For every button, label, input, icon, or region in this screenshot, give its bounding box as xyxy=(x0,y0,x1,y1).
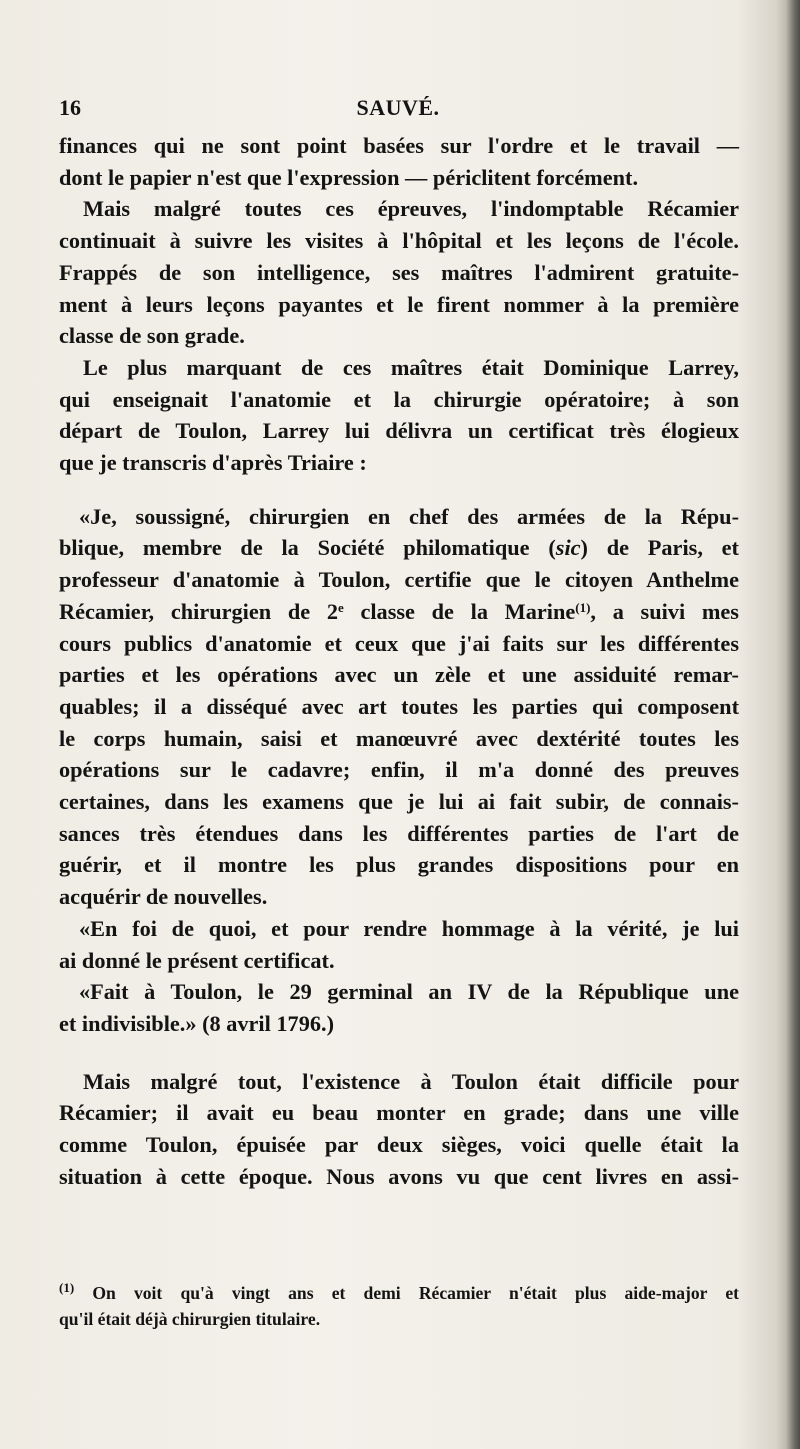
quote-line: ai donné le présent certificat. xyxy=(59,947,335,973)
footnote-reference: (1) xyxy=(575,599,591,615)
quote-line: le corps humain, saisi et manœuvré avec dextérité toutes les xyxy=(59,725,739,751)
sic-annotation: sic xyxy=(555,535,581,561)
text-line: classe de son grade. xyxy=(59,323,245,349)
text-line: comme Toulon, épuisée par deux sièges, voici quelle était la xyxy=(59,1132,739,1158)
text-line: Le plus marquant de ces maîtres était Dominique Larrey, xyxy=(83,354,739,380)
quote-line: Récamier, chirurgien de 2e classe de la Marine$^{(1)}$, a suivi mes xyxy=(59,598,739,624)
text-line: finances qui ne sont point basées sur l'ordre et le travail — xyxy=(59,133,739,158)
quote-line: «Fait à Toulon, le 29 germinal an IV de la République une xyxy=(79,979,739,1005)
page-header xyxy=(59,95,737,125)
quote-line: sances très étendues dans les différentes parties de l'art de xyxy=(59,820,739,846)
body-text xyxy=(59,130,739,1193)
quote-line: professeur d'anatomie à Toulon, certifie que le citoyen Anthelme xyxy=(59,567,739,593)
quote-line: certaines, dans les examens que je lui ai fait subir, de connais- xyxy=(59,789,739,815)
text-line: dont le papier n'est que l'expression — périclitent forcément. xyxy=(59,164,639,190)
footnote-line: qu'il était déjà chirurgien titulaire. xyxy=(59,1309,321,1329)
footnote xyxy=(59,1280,739,1332)
book-spine-shadow xyxy=(786,0,800,1449)
quote-line: opérations sur le cadavre; enfin, il m'a donné des preuves xyxy=(59,757,739,783)
quote-line: «En foi de quoi, et pour rendre hommage à la vérité, je lui xyxy=(79,915,739,941)
footnote-marker: (1) xyxy=(59,1280,75,1295)
quote-line: et indivisible.» (8 avril 1796.) xyxy=(59,1010,334,1036)
footnote-line: $^{(1)}$ On voit qu'à vingt ans et demi Récamier n'était plus aide-major et xyxy=(59,1280,739,1303)
quote-line: guérir, et il montre les plus grandes dispositions pour en xyxy=(59,852,739,878)
quote-line: cours publics d'anatomie et ceux que j'ai faits sur les différentes xyxy=(59,630,739,656)
text-line: départ de Toulon, Larrey lui délivra un certificat très élogieux xyxy=(59,418,739,444)
text-line: Récamier; il avait eu beau monter en grade; dans une ville xyxy=(59,1100,739,1126)
running-head: SAUVÉ. xyxy=(356,95,440,120)
text-line: qui enseignait l'anatomie et la chirurgie opératoire; à son xyxy=(59,386,739,412)
text-line: situation à cette époque. Nous avons vu que cent livres en assi- xyxy=(59,1163,739,1189)
page-number: 16 xyxy=(59,95,81,120)
text-line: Mais malgré toutes ces épreuves, l'indomptable Récamier xyxy=(83,196,739,222)
text-line: ment à leurs leçons payantes et le firent nommer à la première xyxy=(59,291,739,317)
text-line: Mais malgré tout, l'existence à Toulon était difficile pour xyxy=(83,1068,739,1094)
quote-line: «Je, soussigné, chirurgien en chef des armées de la Répu- xyxy=(79,503,739,529)
quote-line: parties et les opérations avec un zèle et une assiduité remar- xyxy=(59,662,739,688)
quote-line: blique, membre de la Société philomatique (sic) de Paris, et xyxy=(59,535,739,561)
text-line: continuait à suivre les visites à l'hôpital et les leçons de l'école. xyxy=(59,228,739,254)
text-line: que je transcris d'après Triaire : xyxy=(59,450,367,476)
quote-line: quables; il a disséqué avec art toutes les parties qui composent xyxy=(59,693,739,719)
text-line: Frappés de son intelligence, ses maîtres l'admirent gratuite- xyxy=(59,259,739,285)
quote-line: acquérir de nouvelles. xyxy=(59,884,268,910)
